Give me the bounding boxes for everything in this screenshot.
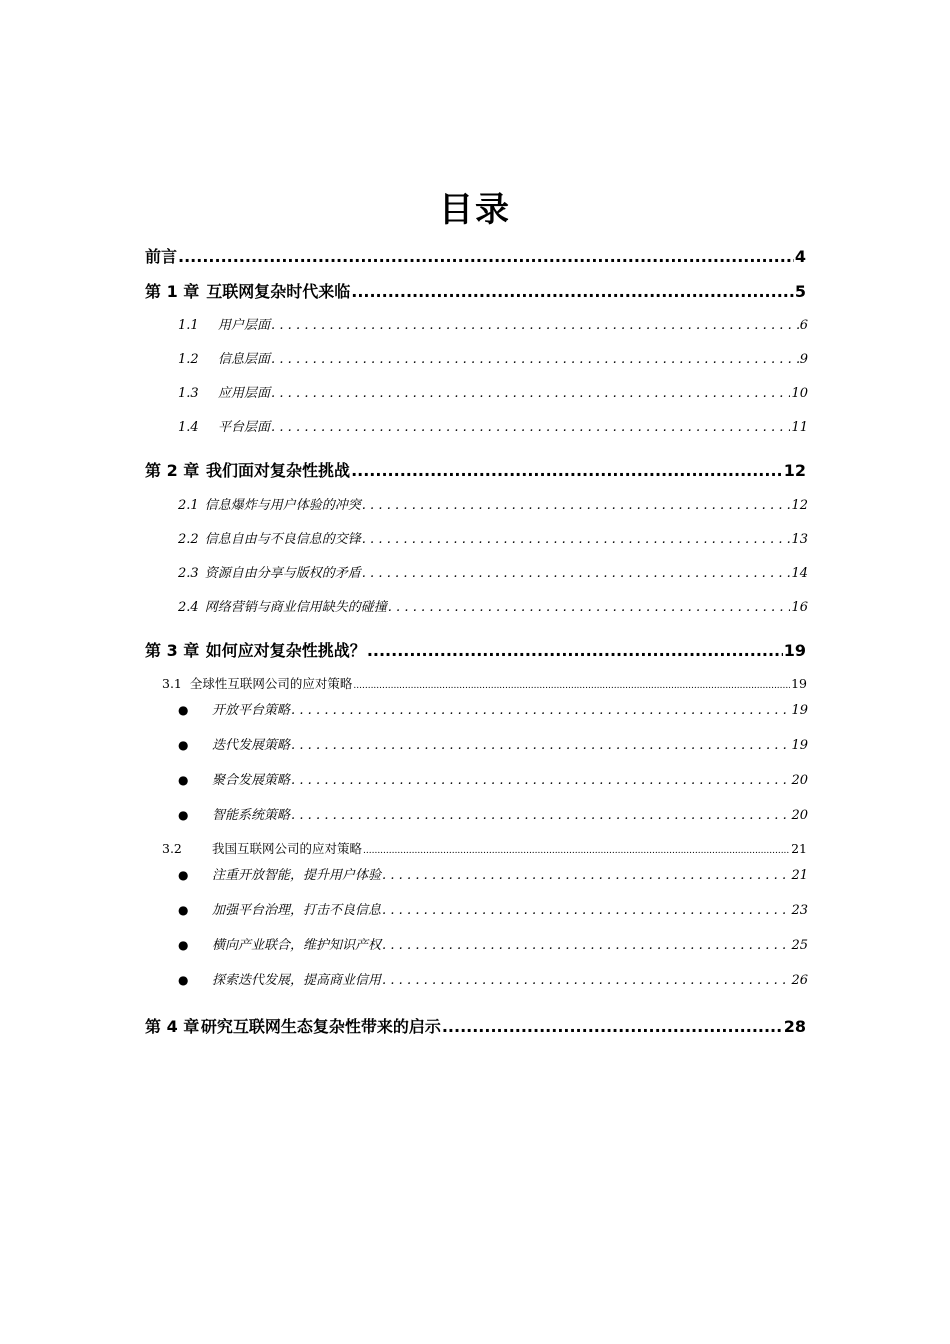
toc-leader [362, 498, 791, 513]
toc-page: 21 [791, 841, 807, 856]
toc-label: 平台层面 [218, 420, 271, 435]
bullet-icon: ● [178, 738, 189, 752]
toc-label: 横向产业联合，维护知识产权 [212, 938, 382, 953]
toc-label: 如何应对复杂性挑战？ [205, 641, 366, 660]
toc-label: 网络营销与商业信用缺失的碰撞 [204, 600, 387, 615]
toc-label: 资源自由分享与版权的矛盾 [204, 566, 361, 581]
bullet-icon: ● [178, 808, 189, 822]
toc-entry-bullet[interactable] [178, 934, 808, 953]
bullet-icon: ● [178, 868, 189, 882]
toc-leader [351, 282, 794, 301]
toc-page: 26 [791, 973, 808, 988]
bullet-icon: ● [178, 938, 189, 952]
toc-entry-2-2[interactable] [178, 528, 808, 547]
toc-label: 全球性互联网公司的应对策略 [189, 676, 353, 691]
bullet-icon: ● [178, 973, 189, 987]
toc-entry-bullet[interactable] [178, 969, 808, 988]
toc-section-number: 1.4 [178, 420, 199, 435]
toc-label: 信息自由与不良信息的交锋 [204, 532, 361, 547]
toc-page: 23 [791, 903, 808, 918]
toc-section-number: 3.1 [162, 676, 182, 691]
toc-page: 19 [791, 703, 808, 718]
toc-entry-chapter-4[interactable] [145, 1014, 806, 1037]
toc-entry-2-3[interactable] [178, 562, 808, 581]
toc-leader [363, 846, 790, 856]
toc-leader [442, 1017, 783, 1036]
toc-label: 迭代发展策略 [212, 738, 291, 753]
toc-page: 14 [791, 566, 808, 581]
toc-entry-3-2[interactable] [162, 839, 807, 857]
toc-chapter-number: 第 2 章 [145, 461, 200, 480]
toc-label: 我们面对复杂性挑战 [206, 461, 351, 480]
toc-page: 20 [791, 808, 808, 823]
toc-entry-bullet[interactable] [178, 699, 808, 718]
toc-entry-bullet[interactable] [178, 864, 808, 883]
toc-label: 加强平台治理，打击不良信息 [212, 903, 382, 918]
toc-entry-preface[interactable] [145, 244, 806, 267]
bullet-icon: ● [178, 903, 189, 917]
toc-label: 信息爆炸与用户体验的冲突 [204, 498, 361, 513]
toc-page: 16 [791, 600, 808, 615]
toc-label: 探索迭代发展，提高商业信用 [212, 973, 382, 988]
toc-page: 21 [791, 868, 808, 883]
toc-entry-bullet[interactable] [178, 734, 808, 753]
toc-entry-bullet[interactable] [178, 769, 808, 788]
toc-leader [291, 703, 790, 718]
toc-leader [271, 352, 799, 367]
toc-leader [382, 973, 790, 988]
toc-page: 4 [794, 247, 806, 266]
toc-leader [388, 600, 791, 615]
toc-section-number: 2.3 [178, 566, 199, 581]
toc-label: 信息层面 [218, 352, 271, 367]
toc-page: 6 [799, 318, 808, 333]
toc-page: 9 [799, 352, 808, 367]
toc-page: 19 [783, 641, 806, 660]
toc-entry-1-4[interactable] [178, 416, 808, 435]
toc-label: 聚合发展策略 [212, 773, 291, 788]
toc-leader [362, 532, 791, 547]
toc-label: 应用层面 [218, 386, 271, 401]
toc-entry-3-1[interactable] [162, 674, 807, 692]
toc-leader [178, 247, 794, 266]
toc-section-number: 2.1 [178, 498, 199, 513]
toc-page: 10 [791, 386, 808, 401]
toc-label: 智能系统策略 [212, 808, 291, 823]
toc-leader [353, 681, 790, 691]
toc-leader [271, 420, 790, 435]
toc-page: 19 [791, 738, 808, 753]
toc-entry-2-4[interactable] [178, 596, 808, 615]
toc-page: 12 [791, 498, 808, 513]
toc-leader [271, 386, 790, 401]
toc-leader [382, 868, 790, 883]
toc-section-number: 3.2 [162, 841, 182, 856]
toc-label: 互联网复杂时代来临 [206, 282, 351, 301]
toc-entry-chapter-1[interactable] [145, 279, 806, 302]
toc-page: 12 [783, 461, 806, 480]
toc-leader [291, 738, 790, 753]
toc-entry-2-1[interactable] [178, 494, 808, 513]
toc-page: 11 [791, 420, 808, 435]
toc-page: 5 [794, 282, 806, 301]
toc-chapter-number: 第 4 章 [145, 1017, 200, 1036]
toc-label: 研究互联网生态复杂性带来的启示 [200, 1017, 441, 1036]
toc-entry-bullet[interactable] [178, 899, 808, 918]
toc-leader [291, 808, 790, 823]
toc-entry-bullet[interactable] [178, 804, 808, 823]
toc-page: 19 [791, 676, 807, 691]
toc-entry-1-3[interactable] [178, 382, 808, 401]
toc-entry-1-2[interactable] [178, 348, 808, 367]
toc-leader [382, 938, 790, 953]
toc-page: 20 [791, 773, 808, 788]
toc-leader [382, 903, 790, 918]
toc-page: 28 [783, 1017, 806, 1036]
toc-label: 前言 [145, 247, 178, 266]
bullet-icon: ● [178, 773, 189, 787]
toc-section-number: 1.2 [178, 352, 199, 367]
toc-entry-1-1[interactable] [178, 314, 808, 333]
toc-section-number: 1.3 [178, 386, 199, 401]
toc-chapter-number: 第 1 章 [145, 282, 200, 301]
toc-label: 注重开放智能，提升用户体验 [212, 868, 382, 883]
toc-leader [362, 566, 791, 581]
toc-label: 开放平台策略 [212, 703, 291, 718]
toc-label: 用户层面 [218, 318, 271, 333]
toc-page: 25 [791, 938, 808, 953]
bullet-icon: ● [178, 703, 189, 717]
toc-section-number: 2.2 [178, 532, 199, 547]
toc-section-number: 2.4 [178, 600, 199, 615]
page-title: 目录 [439, 190, 511, 230]
toc-entry-chapter-2[interactable] [145, 458, 806, 481]
toc-leader [291, 773, 790, 788]
toc-leader [271, 318, 799, 333]
toc-page: 13 [791, 532, 808, 547]
toc-chapter-number: 第 3 章 [145, 641, 200, 660]
toc-section-number: 1.1 [178, 318, 199, 333]
toc-leader [367, 641, 783, 660]
toc-entry-chapter-3[interactable] [145, 638, 806, 661]
toc-leader [351, 461, 783, 480]
toc-label: 我国互联网公司的应对策略 [212, 841, 363, 856]
